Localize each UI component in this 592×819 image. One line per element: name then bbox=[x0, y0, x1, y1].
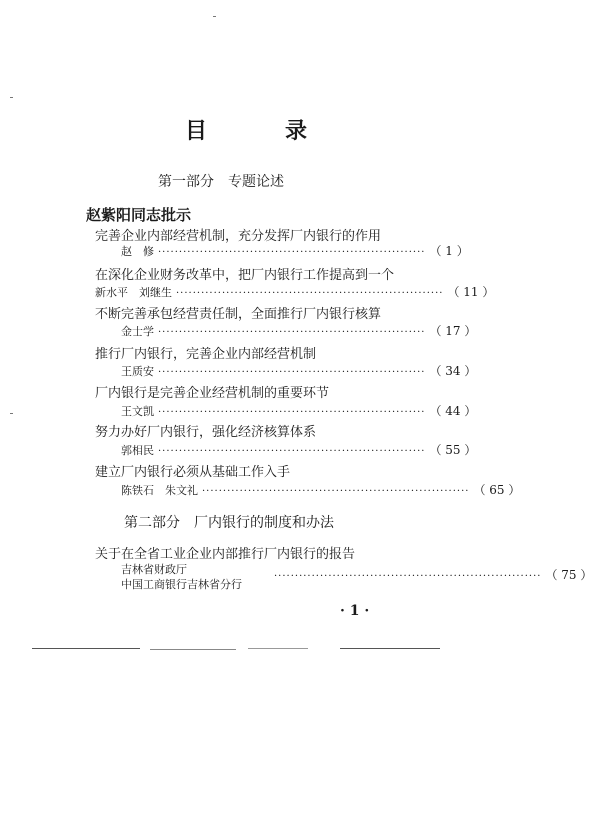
commentary-heading: 赵紫阳同志批示 bbox=[86, 206, 192, 224]
toc-entry-title: 努力办好厂内银行，强化经济核算体系 bbox=[95, 425, 317, 440]
toc-entry-author: 金士学 bbox=[121, 325, 154, 338]
leader-dots: ································································ bbox=[274, 571, 542, 582]
scan-speck bbox=[10, 413, 13, 414]
toc-entry-author: 吉林省财政厅 bbox=[121, 563, 187, 576]
toc-entry-page: （ 11 ） bbox=[447, 285, 495, 299]
leader-dots: ································································ bbox=[158, 407, 426, 418]
leader-dots: ································································ bbox=[158, 247, 426, 258]
toc-entry-page: （ 44 ） bbox=[429, 404, 477, 418]
toc-entry-page: （ 55 ） bbox=[429, 443, 477, 457]
toc-entry-author: 王文凯 bbox=[121, 405, 154, 418]
leader-dots: ································································ bbox=[158, 367, 426, 378]
toc-entry-author-row bbox=[121, 481, 521, 498]
toc-entry-page-row bbox=[270, 566, 592, 583]
toc-entry-author: 王质安 bbox=[121, 365, 154, 378]
toc-entry-title: 完善企业内部经营机制，充分发挥厂内银行的作用 bbox=[95, 229, 382, 244]
scan-divider-line bbox=[32, 648, 140, 649]
toc-entry-title: 推行厂内银行，完善企业内部经营机制 bbox=[95, 347, 317, 362]
toc-entry-author: 中国工商银行吉林省分行 bbox=[121, 578, 242, 591]
toc-entry-page: （ 34 ） bbox=[429, 364, 477, 378]
part-one-heading: 第一部分 专题论述 bbox=[158, 174, 284, 190]
toc-entry-page: （ 17 ） bbox=[429, 324, 477, 338]
scan-speck bbox=[10, 97, 13, 98]
leader-dots: ································································ bbox=[158, 327, 426, 338]
scan-divider-line bbox=[150, 649, 236, 650]
scan-divider-line bbox=[340, 648, 440, 649]
toc-entry-author-row bbox=[121, 322, 477, 339]
toc-entry-title: 关于在全省工业企业内部推行厂内银行的报告 bbox=[95, 547, 356, 562]
scan-speck bbox=[213, 16, 216, 17]
toc-entry-page: （ 1 ） bbox=[429, 244, 469, 258]
toc-entry-author-row bbox=[121, 402, 477, 419]
toc-entry-author: 新水平 刘继生 bbox=[95, 286, 172, 299]
toc-entry-title: 建立厂内银行必须从基础工作入手 bbox=[95, 465, 291, 480]
page-title: 目 录 bbox=[185, 119, 336, 144]
toc-entry-title: 厂内银行是完善企业经营机制的重要环节 bbox=[95, 386, 330, 401]
toc-entry-author-row bbox=[121, 362, 477, 379]
toc-entry-author: 赵 修 bbox=[121, 245, 154, 258]
toc-entry-page: （ 65 ） bbox=[473, 483, 521, 497]
toc-entry-title: 在深化企业财务改革中，把厂内银行工作提高到一个 bbox=[95, 268, 395, 283]
page-number: · 1 · bbox=[340, 603, 370, 619]
toc-entry-page: （ 75 ） bbox=[545, 568, 592, 582]
toc-entry-title: 不断完善承包经营责任制，全面推行厂内银行核算 bbox=[95, 307, 382, 322]
toc-entry-author: 陈铁石 朱文礼 bbox=[121, 484, 198, 497]
toc-entry-author-row bbox=[95, 283, 495, 300]
toc-entry-author-row bbox=[121, 242, 469, 259]
part-two-heading: 第二部分 厂内银行的制度和办法 bbox=[124, 515, 334, 531]
scan-divider-line bbox=[248, 648, 308, 649]
toc-entry-author: 郭相民 bbox=[121, 444, 154, 457]
leader-dots: ································································ bbox=[202, 486, 470, 497]
toc-entry-author-row bbox=[121, 441, 477, 458]
leader-dots: ································································ bbox=[176, 288, 444, 299]
leader-dots: ································································ bbox=[158, 446, 426, 457]
